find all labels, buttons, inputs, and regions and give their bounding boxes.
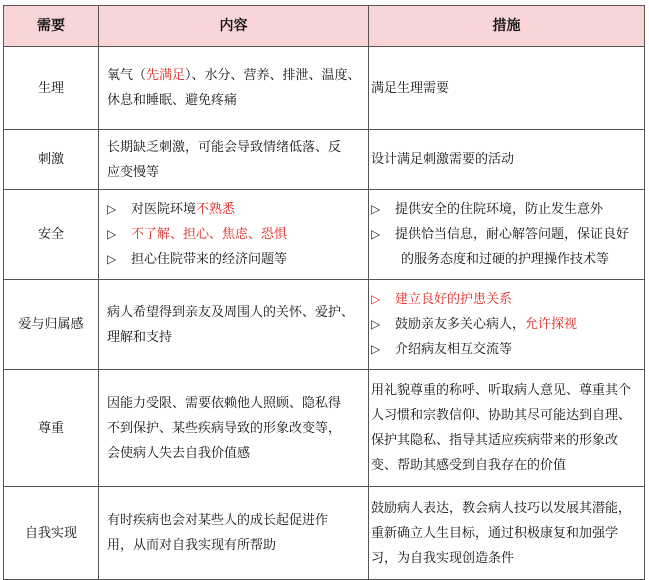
content-line: 长期缺乏刺激，可能会导致情绪低落、反 — [107, 139, 342, 155]
measure-cell — [369, 280, 645, 370]
measure-line: 人习惯和宗教信仰、协助其尽可能达到自理、 — [371, 408, 632, 423]
need-cell: 尊重 — [4, 370, 99, 487]
content-line: 病人希望得到亲友及周围人的关怀、爱护、 — [107, 304, 355, 320]
content-cell — [99, 487, 369, 580]
header-content: 内容 — [99, 6, 369, 47]
content-line: 因能力受限、需要依赖他人照顾、隐私得 — [107, 395, 342, 411]
header-row — [4, 6, 645, 47]
content-line: 休息和睡眠、避免疼痛 — [107, 93, 238, 108]
highlight-text: 先满足 — [146, 68, 186, 83]
triangle-right-outline-icon: ▷ — [371, 342, 381, 356]
measure-cell — [369, 487, 645, 580]
table-row — [4, 130, 645, 190]
list-item: ▷ 提供恰当信息，耐心解答问题，保证良好 — [371, 222, 642, 247]
list-item: ▷ 介绍病友相互交流等 — [371, 337, 642, 362]
measure-cell — [369, 370, 645, 487]
header-measure: 措施 — [369, 6, 645, 47]
triangle-right-outline-icon: ▷ — [107, 252, 117, 266]
content-cell — [99, 190, 369, 280]
content-line: 有时疾病也会对某些人的成长起促进作 — [107, 513, 329, 528]
triangle-right-outline-icon: ▷ — [107, 202, 117, 216]
highlight-text: 允许探视 — [525, 317, 578, 332]
need-cell: 自我实现 — [4, 487, 99, 580]
measure-cell — [369, 47, 645, 130]
measure-line: 鼓励病人表达，教会病人技巧以发展其潜能， — [371, 500, 632, 516]
content-line: 用，从而对自我实现有所帮助 — [107, 538, 277, 553]
triangle-right-outline-icon: ▷ — [371, 227, 381, 241]
measure-line: 习，为自我实现创造条件 — [371, 550, 515, 566]
measure-line: 用礼貌尊重的称呼、听取病人意见、尊重其个 — [371, 383, 632, 398]
triangle-right-outline-icon: ▷ — [107, 227, 117, 241]
table-row — [4, 487, 645, 580]
need-cell: 刺激 — [4, 130, 99, 190]
measure-line: 变、帮助其感受到自我存在的价值 — [371, 458, 567, 473]
triangle-right-outline-icon: ▷ — [371, 202, 381, 216]
measure-line: 重新确立人生目标，通过积极康复和加强学 — [371, 525, 619, 541]
list-item: ▷ 鼓励亲友多关心病人，允许探视 — [371, 312, 642, 337]
measure-line: 保护其隐私、指导其适应疾病带来的形象改 — [371, 433, 619, 448]
measure-cell — [369, 190, 645, 280]
triangle-right-outline-icon: ▷ — [371, 317, 381, 331]
list-item: ▷ 担心住院带来的经济问题等 — [107, 247, 364, 272]
table-row — [4, 47, 645, 130]
need-cell: 爱与归属感 — [4, 280, 99, 370]
content-cell — [99, 47, 369, 130]
content-line: 应变慢等 — [107, 164, 160, 180]
highlight-text: 不熟悉 — [196, 202, 236, 217]
list-item — [371, 287, 642, 312]
list-item — [107, 222, 364, 247]
highlight-text: 建立良好的护患关系 — [395, 292, 513, 307]
content-line: 会使病人失去自我价值感 — [107, 445, 251, 461]
table-row — [4, 280, 645, 370]
needs-table — [3, 5, 645, 580]
measure-line: 设计满足刺激需要的活动 — [371, 152, 515, 167]
header-need: 需要 — [4, 6, 99, 47]
measure-cell — [369, 130, 645, 190]
triangle-right-outline-icon: ▷ — [371, 292, 381, 306]
content-cell — [99, 370, 369, 487]
list-item: ▷ 提供安全的住院环境，防止发生意外 — [371, 197, 642, 222]
table-row — [4, 370, 645, 487]
need-cell: 生理 — [4, 47, 99, 130]
highlight-text: 不了解、担心、焦虑、恐惧 — [131, 227, 288, 242]
list-item-continuation: 的服务态度和过硬的护理操作技术等 — [401, 252, 610, 267]
content-cell — [99, 130, 369, 190]
table-row — [4, 190, 645, 280]
content-cell — [99, 280, 369, 370]
need-cell: 安全 — [4, 190, 99, 280]
measure-line: 满足生理需要 — [371, 80, 450, 96]
content-line: 理解和支持 — [107, 329, 173, 345]
content-line: 氧气（先满足）、水分、营养、排泄、温度、 — [107, 68, 361, 83]
content-line: 不到保护、某些疾病导致的形象改变等， — [107, 420, 342, 436]
list-item: ▷ 对医院环境不熟悉 — [107, 197, 364, 222]
